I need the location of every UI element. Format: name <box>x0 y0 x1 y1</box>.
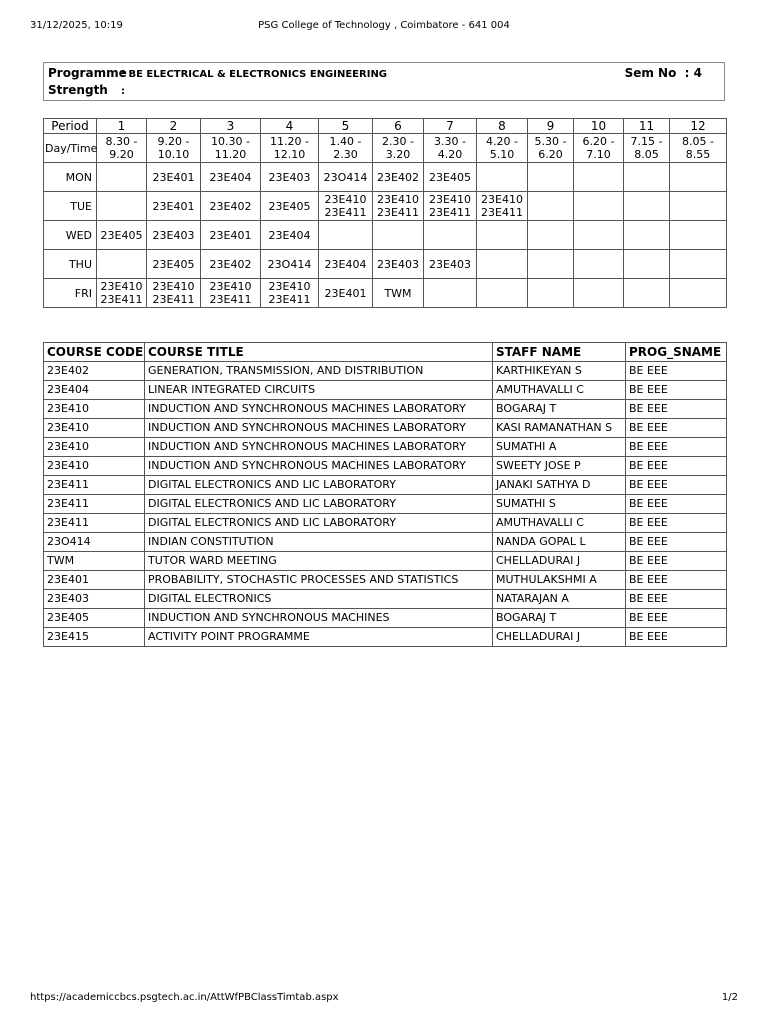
time-slot-line: 8.05 - <box>682 135 714 148</box>
course-title-cell: DIGITAL ELECTRONICS AND LIC LABORATORY <box>145 476 493 495</box>
page-number: 1/2 <box>721 992 738 1003</box>
programme-value: : BE ELECTRICAL & ELECTRONICS ENGINEERING <box>121 69 388 80</box>
course-code: 23E404 <box>209 170 252 184</box>
course-code: 23E410 <box>209 280 252 293</box>
course-title-cell: LINEAR INTEGRATED CIRCUITS <box>145 381 493 400</box>
day-label: THU <box>44 250 97 279</box>
course-title-cell: DIGITAL ELECTRONICS AND LIC LABORATORY <box>145 495 493 514</box>
course-title-cell: DIGITAL ELECTRONICS <box>145 590 493 609</box>
time-slot-line: 12.10 <box>273 148 306 161</box>
timetable-cell <box>319 221 373 250</box>
timetable-cell <box>424 192 477 221</box>
timetable-cell <box>670 163 727 192</box>
timetable-cell <box>670 221 727 250</box>
column-header: PROG_SNAME <box>626 343 727 362</box>
time-slot <box>424 134 477 163</box>
course-code: 23E405 <box>152 257 195 271</box>
table-row <box>44 400 727 419</box>
prog-sname-cell: BE EEE <box>626 381 727 400</box>
course-code: 23E402 <box>209 257 252 271</box>
course-code-cell: 23E410 <box>44 419 145 438</box>
column-header: COURSE TITLE <box>145 343 493 362</box>
programme-label: Programme <box>48 66 127 80</box>
time-slot-line: 2.30 <box>333 148 358 161</box>
timetable-cell <box>574 221 624 250</box>
course-code-cell: 23E405 <box>44 609 145 628</box>
timetable-cell <box>261 250 319 279</box>
day-label: TUE <box>44 192 97 221</box>
time-slot <box>373 134 424 163</box>
course-code: 23E405 <box>268 199 311 213</box>
timetable-cell <box>201 221 261 250</box>
course-code: 23E410 <box>100 280 143 293</box>
timetable-cell <box>147 279 201 308</box>
time-slot-line: 6.20 - <box>582 135 615 148</box>
timetable <box>43 118 727 308</box>
course-title-cell: INDUCTION AND SYNCHRONOUS MACHINES LABORATORY <box>145 419 493 438</box>
staff-name-cell: NATARAJAN A <box>493 590 626 609</box>
day-row <box>44 192 727 221</box>
timetable-cell <box>528 163 574 192</box>
time-slot-line: 3.30 - <box>434 135 466 148</box>
day-row <box>44 250 727 279</box>
timetable-cell <box>624 279 670 308</box>
sem-label: Sem No <box>624 66 677 80</box>
timetable-cell <box>424 250 477 279</box>
timetable-cell <box>373 163 424 192</box>
timetable-cell <box>528 221 574 250</box>
period-label: Period <box>44 119 97 134</box>
course-code: 23E411 <box>268 293 311 306</box>
course-code: 23E411 <box>324 206 367 219</box>
timetable-cell <box>319 250 373 279</box>
timetable-cell <box>528 250 574 279</box>
day-row <box>44 163 727 192</box>
course-table <box>43 342 727 647</box>
semester-number <box>625 65 702 81</box>
time-slot-line: 10.30 - <box>211 135 250 148</box>
course-code-cell: 23E410 <box>44 400 145 419</box>
day-row <box>44 279 727 308</box>
course-code: 23E411 <box>429 206 471 219</box>
time-slot <box>261 134 319 163</box>
table-row <box>44 571 727 590</box>
time-slot-line: 11.20 - <box>270 135 309 148</box>
timetable-cell <box>319 163 373 192</box>
period-number: 9 <box>528 119 574 134</box>
timetable-cell <box>319 192 373 221</box>
staff-name-cell: AMUTHAVALLI C <box>493 514 626 533</box>
timetable-cell <box>261 192 319 221</box>
course-code: 23E402 <box>209 199 252 213</box>
course-code: 23E410 <box>481 193 523 206</box>
time-slot <box>528 134 574 163</box>
timetable-cell <box>201 163 261 192</box>
timetable-cell <box>201 250 261 279</box>
table-row <box>44 514 727 533</box>
timetable-cell <box>528 279 574 308</box>
course-code: 23E403 <box>377 257 419 271</box>
course-code: 23O414 <box>323 170 368 184</box>
course-code: 23E410 <box>324 193 367 206</box>
course-code: 23E401 <box>152 170 195 184</box>
staff-name-cell: BOGARAJ T <box>493 609 626 628</box>
day-label: MON <box>44 163 97 192</box>
timetable-cell <box>147 163 201 192</box>
time-slot-line: 7.10 <box>586 148 611 161</box>
table-row <box>44 590 727 609</box>
timetable-cell <box>261 221 319 250</box>
timetable-cell <box>97 250 147 279</box>
day-label: FRI <box>44 279 97 308</box>
prog-sname-cell: BE EEE <box>626 495 727 514</box>
time-slot-line: 9.20 - <box>157 135 190 148</box>
programme-line <box>48 65 387 83</box>
staff-name-cell: CHELLADURAI J <box>493 552 626 571</box>
timetable-cell <box>574 163 624 192</box>
course-title-cell: INDUCTION AND SYNCHRONOUS MACHINES LABORATORY <box>145 457 493 476</box>
timetable-cell <box>424 279 477 308</box>
timetable-cell <box>477 250 528 279</box>
timetable-cell <box>261 163 319 192</box>
course-code: 23E405 <box>100 228 143 242</box>
course-title-cell: INDUCTION AND SYNCHRONOUS MACHINES LABORATORY <box>145 438 493 457</box>
course-title-cell: GENERATION, TRANSMISSION, AND DISTRIBUTION <box>145 362 493 381</box>
prog-sname-cell: BE EEE <box>626 571 727 590</box>
prog-sname-cell: BE EEE <box>626 400 727 419</box>
table-row <box>44 628 727 647</box>
course-title-cell: INDUCTION AND SYNCHRONOUS MACHINES LABORATORY <box>145 400 493 419</box>
time-slot-line: 2.30 - <box>382 135 414 148</box>
course-code: 23E404 <box>324 257 367 271</box>
timetable-cell <box>574 192 624 221</box>
time-slot <box>574 134 624 163</box>
time-slot-line: 1.40 - <box>329 135 362 148</box>
time-slot-line: 4.20 - <box>486 135 518 148</box>
timetable-cell <box>574 250 624 279</box>
time-slot-line: 9.20 <box>109 148 134 161</box>
prog-sname-cell: BE EEE <box>626 419 727 438</box>
timetable-cell <box>201 192 261 221</box>
column-header: COURSE CODE <box>44 343 145 362</box>
table-row <box>44 495 727 514</box>
table-row <box>44 476 727 495</box>
course-code: 23E401 <box>324 286 367 300</box>
course-code: 23E410 <box>268 280 311 293</box>
daytime-label: Day/Time <box>44 134 97 163</box>
course-code: 23E410 <box>377 193 419 206</box>
prog-sname-cell: BE EEE <box>626 438 727 457</box>
time-slot-line: 3.20 <box>385 148 411 161</box>
time-slot <box>97 134 147 163</box>
timetable-cell <box>147 221 201 250</box>
timetable-cell <box>477 279 528 308</box>
staff-name-cell: CHELLADURAI J <box>493 628 626 647</box>
prog-sname-cell: BE EEE <box>626 362 727 381</box>
print-datetime: 31/12/2025, 10:19 <box>30 20 123 31</box>
time-slot-line: 11.20 <box>214 148 247 161</box>
course-code: 23E403 <box>429 257 471 271</box>
course-code: 23E401 <box>152 199 195 213</box>
prog-sname-cell: BE EEE <box>626 514 727 533</box>
timetable-cell <box>373 221 424 250</box>
time-slot <box>477 134 528 163</box>
time-slot-line: 8.05 <box>634 148 659 161</box>
timetable-cell <box>670 192 727 221</box>
staff-name-cell: JANAKI SATHYA D <box>493 476 626 495</box>
period-number: 8 <box>477 119 528 134</box>
staff-name-cell: MUTHULAKSHMI A <box>493 571 626 590</box>
period-number: 12 <box>670 119 727 134</box>
course-code: 23E411 <box>377 206 419 219</box>
course-code-cell: 23E410 <box>44 457 145 476</box>
timetable-cell <box>670 250 727 279</box>
timetable-cell <box>97 163 147 192</box>
time-slot-line: 8.55 <box>685 148 711 161</box>
course-code-cell: 23E411 <box>44 495 145 514</box>
prog-sname-cell: BE EEE <box>626 552 727 571</box>
time-slot <box>147 134 201 163</box>
prog-sname-cell: BE EEE <box>626 590 727 609</box>
timetable-cell <box>528 192 574 221</box>
prog-sname-cell: BE EEE <box>626 628 727 647</box>
course-code: 23E405 <box>429 170 471 184</box>
course-code-cell: 23E411 <box>44 514 145 533</box>
course-title-cell: TUTOR WARD MEETING <box>145 552 493 571</box>
course-code: 23O414 <box>267 257 312 271</box>
time-slot <box>319 134 373 163</box>
course-code: 23E401 <box>209 228 252 242</box>
timetable-cell <box>624 192 670 221</box>
day-row <box>44 221 727 250</box>
table-row <box>44 362 727 381</box>
period-number: 7 <box>424 119 477 134</box>
timetable-cell <box>424 163 477 192</box>
timetable-cell <box>424 221 477 250</box>
timetable-cell <box>373 250 424 279</box>
timetable-cell <box>624 163 670 192</box>
course-code-cell: 23E404 <box>44 381 145 400</box>
time-slot <box>670 134 727 163</box>
period-number: 3 <box>201 119 261 134</box>
period-number: 4 <box>261 119 319 134</box>
prog-sname-cell: BE EEE <box>626 609 727 628</box>
staff-name-cell: SWEETY JOSE P <box>493 457 626 476</box>
timetable-cell <box>477 192 528 221</box>
period-number: 5 <box>319 119 373 134</box>
course-code: 23E411 <box>152 293 195 306</box>
strength-value: : <box>121 86 125 97</box>
course-code: 23E411 <box>100 293 143 306</box>
table-row <box>44 552 727 571</box>
staff-name-cell: NANDA GOPAL L <box>493 533 626 552</box>
timetable-cell <box>319 279 373 308</box>
table-row <box>44 533 727 552</box>
course-code-cell: TWM <box>44 552 145 571</box>
time-slot-line: 8.30 - <box>105 135 138 148</box>
timetable-cell <box>574 279 624 308</box>
programme-box <box>43 62 725 101</box>
timetable-cell <box>201 279 261 308</box>
timetable-cell <box>670 279 727 308</box>
course-code-cell: 23E411 <box>44 476 145 495</box>
course-code: 23E403 <box>152 228 195 242</box>
strength-label: Strength <box>48 83 108 97</box>
timetable-cell <box>624 250 670 279</box>
print-title: PSG College of Technology , Coimbatore - 641 004 <box>258 20 510 31</box>
column-header: STAFF NAME <box>493 343 626 362</box>
period-number: 10 <box>574 119 624 134</box>
course-title-cell: INDUCTION AND SYNCHRONOUS MACHINES <box>145 609 493 628</box>
table-row <box>44 438 727 457</box>
course-title-cell: DIGITAL ELECTRONICS AND LIC LABORATORY <box>145 514 493 533</box>
time-slot-line: 5.30 - <box>534 135 567 148</box>
time-slot <box>624 134 670 163</box>
course-code-cell: 23E415 <box>44 628 145 647</box>
course-code-cell: 23E402 <box>44 362 145 381</box>
course-code: TWM <box>384 286 412 300</box>
timetable-cell <box>261 279 319 308</box>
timetable-cell <box>97 279 147 308</box>
staff-name-cell: KASI RAMANATHAN S <box>493 419 626 438</box>
course-code: 23E411 <box>481 206 523 219</box>
course-code-cell: 23E403 <box>44 590 145 609</box>
course-header-row <box>44 343 727 362</box>
prog-sname-cell: BE EEE <box>626 476 727 495</box>
time-slot-line: 7.15 - <box>630 135 663 148</box>
print-header <box>30 19 738 33</box>
period-number: 11 <box>624 119 670 134</box>
timetable-cell <box>477 221 528 250</box>
page-url: https://academiccbcs.psgtech.ac.in/AttWfPBClassTimtab.aspx <box>30 992 339 1003</box>
period-number: 6 <box>373 119 424 134</box>
course-title-cell: ACTIVITY POINT PROGRAMME <box>145 628 493 647</box>
print-footer <box>30 991 738 1005</box>
course-code-cell: 23E401 <box>44 571 145 590</box>
course-title-cell: PROBABILITY, STOCHASTIC PROCESSES AND STATISTICS <box>145 571 493 590</box>
course-code: 23E410 <box>152 280 195 293</box>
timetable-cell <box>477 163 528 192</box>
prog-sname-cell: BE EEE <box>626 457 727 476</box>
time-slot-line: 6.20 <box>538 148 563 161</box>
prog-sname-cell: BE EEE <box>626 533 727 552</box>
staff-name-cell: KARTHIKEYAN S <box>493 362 626 381</box>
staff-name-cell: BOGARAJ T <box>493 400 626 419</box>
time-slot-line: 10.10 <box>157 148 190 161</box>
course-code-cell: 23O414 <box>44 533 145 552</box>
course-code: 23E404 <box>268 228 311 242</box>
sem-value: : 4 <box>684 66 702 80</box>
timetable-cell <box>373 279 424 308</box>
period-number: 1 <box>97 119 147 134</box>
course-title-cell: INDIAN CONSTITUTION <box>145 533 493 552</box>
course-code: 23E411 <box>209 293 252 306</box>
time-slot-line: 4.20 <box>437 148 463 161</box>
course-code: 23E410 <box>429 193 471 206</box>
timetable-cell <box>373 192 424 221</box>
course-code: 23E402 <box>377 170 419 184</box>
course-code-cell: 23E410 <box>44 438 145 457</box>
staff-name-cell: SUMATHI A <box>493 438 626 457</box>
period-row <box>44 119 727 134</box>
timetable-cell <box>147 250 201 279</box>
time-slot-line: 5.10 <box>489 148 515 161</box>
strength-line <box>48 82 125 100</box>
day-label: WED <box>44 221 97 250</box>
time-slot <box>201 134 261 163</box>
time-row <box>44 134 727 163</box>
table-row <box>44 381 727 400</box>
course-code: 23E403 <box>268 170 311 184</box>
timetable-cell <box>147 192 201 221</box>
table-row <box>44 457 727 476</box>
timetable-cell <box>97 192 147 221</box>
table-row <box>44 609 727 628</box>
period-number: 2 <box>147 119 201 134</box>
timetable-cell <box>624 221 670 250</box>
timetable-cell <box>97 221 147 250</box>
staff-name-cell: AMUTHAVALLI C <box>493 381 626 400</box>
table-row <box>44 419 727 438</box>
staff-name-cell: SUMATHI S <box>493 495 626 514</box>
